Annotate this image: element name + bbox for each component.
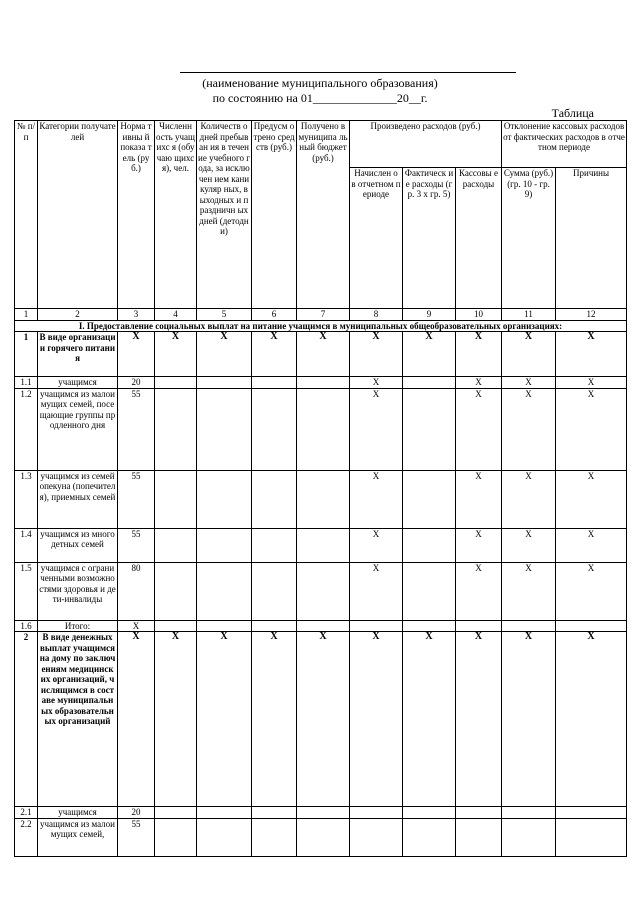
cell-actual[interactable] bbox=[403, 377, 456, 389]
row-label: учащимся из семей опекуна (попечителя), приемных семей bbox=[38, 470, 118, 528]
table-row bbox=[15, 470, 627, 528]
x-mark: X bbox=[456, 562, 502, 620]
cell-accrued[interactable] bbox=[350, 818, 403, 856]
x-mark: X bbox=[403, 332, 456, 377]
cell-received[interactable] bbox=[297, 620, 350, 632]
x-mark: X bbox=[350, 470, 403, 528]
cell-count[interactable] bbox=[155, 562, 197, 620]
col-header-actual: Фактическ ие расходы (гр. 3 х гр. 5) bbox=[403, 168, 456, 309]
cell-actual[interactable] bbox=[403, 562, 456, 620]
cell-sum[interactable] bbox=[502, 620, 556, 632]
row-label: учащимся из малоимущих семей, bbox=[38, 818, 118, 856]
col-number-row bbox=[15, 309, 627, 321]
mo-name-underline bbox=[180, 72, 516, 73]
x-mark: X bbox=[155, 332, 197, 377]
norm-value: 20 bbox=[118, 377, 155, 389]
x-mark: X bbox=[456, 388, 502, 470]
x-mark: X bbox=[456, 470, 502, 528]
x-mark: X bbox=[556, 377, 627, 389]
col-header-count: Численн ость учащихс я (обучаю щихся), чел. bbox=[155, 121, 197, 309]
cell-days[interactable] bbox=[197, 818, 252, 856]
norm-value: 80 bbox=[118, 562, 155, 620]
cell-accrued[interactable] bbox=[350, 620, 403, 632]
col-number: 3 bbox=[118, 309, 155, 321]
cell-days[interactable] bbox=[197, 562, 252, 620]
cell-reasons[interactable] bbox=[556, 818, 627, 856]
row-label: учащимся с ограниченными возможностями здоровья и дети-инвалиды bbox=[38, 562, 118, 620]
table-row bbox=[15, 620, 627, 632]
cell-count[interactable] bbox=[155, 807, 197, 819]
x-mark: X bbox=[502, 332, 556, 377]
cell-planned[interactable] bbox=[252, 388, 297, 470]
row-number: 1 bbox=[15, 332, 38, 377]
x-mark: X bbox=[350, 377, 403, 389]
col-number: 10 bbox=[456, 309, 502, 321]
row-number: 1.5 bbox=[15, 562, 38, 620]
x-mark: X bbox=[456, 528, 502, 562]
col-header-planned: Предусм отрено средств (руб.) bbox=[252, 121, 297, 309]
row-label: учащимся из многодетных семей bbox=[38, 528, 118, 562]
cell-reasons[interactable] bbox=[556, 807, 627, 819]
col-header-num: № п/п bbox=[15, 121, 38, 309]
x-mark: X bbox=[297, 632, 350, 807]
norm-value: 55 bbox=[118, 388, 155, 470]
x-mark: X bbox=[118, 632, 155, 807]
cell-cash[interactable] bbox=[456, 807, 502, 819]
row-number: 2 bbox=[15, 632, 38, 807]
col-number: 6 bbox=[252, 309, 297, 321]
norm-value: 20 bbox=[118, 807, 155, 819]
row-label: Итого: bbox=[38, 620, 118, 632]
x-mark: X bbox=[252, 332, 297, 377]
x-mark: X bbox=[350, 632, 403, 807]
cell-received[interactable] bbox=[297, 562, 350, 620]
cell-received[interactable] bbox=[297, 377, 350, 389]
mo-name-caption: (наименование муниципального образования) bbox=[202, 76, 438, 90]
row-label: В виде организации горячего питания bbox=[38, 332, 118, 377]
cell-planned[interactable] bbox=[252, 562, 297, 620]
x-mark: X bbox=[155, 632, 197, 807]
x-mark: X bbox=[118, 332, 155, 377]
cell-planned[interactable] bbox=[252, 528, 297, 562]
report-date-line: по состоянию на 01______________20__г. bbox=[212, 91, 428, 105]
row-number: 2.1 bbox=[15, 807, 38, 819]
table-row bbox=[15, 377, 627, 389]
col-number: 7 bbox=[297, 309, 350, 321]
col-number: 5 bbox=[197, 309, 252, 321]
table-label: Таблица bbox=[551, 106, 594, 120]
cell-days[interactable] bbox=[197, 620, 252, 632]
col-group-expenses: Произведено расходов (руб.) bbox=[350, 121, 502, 168]
cell-days[interactable] bbox=[197, 470, 252, 528]
x-mark: X bbox=[502, 377, 556, 389]
cell-count[interactable] bbox=[155, 470, 197, 528]
x-mark: X bbox=[502, 388, 556, 470]
x-mark: X bbox=[556, 632, 627, 807]
x-mark: X bbox=[350, 562, 403, 620]
col-number: 12 bbox=[556, 309, 627, 321]
row-label: учащимся bbox=[38, 807, 118, 819]
table-row bbox=[15, 818, 627, 856]
cell-actual[interactable] bbox=[403, 620, 456, 632]
row-number: 1.6 bbox=[15, 620, 38, 632]
x-mark: X bbox=[197, 332, 252, 377]
row-number: 1.3 bbox=[15, 470, 38, 528]
col-header-accrued: Начислен о в отчетном периоде bbox=[350, 168, 403, 309]
cell-days[interactable] bbox=[197, 377, 252, 389]
col-header-reasons: Причины bbox=[556, 168, 627, 309]
cell-planned[interactable] bbox=[252, 470, 297, 528]
cell-sum[interactable] bbox=[502, 807, 556, 819]
table-row bbox=[15, 528, 627, 562]
cell-days[interactable] bbox=[197, 528, 252, 562]
x-mark: X bbox=[502, 470, 556, 528]
cell-days[interactable] bbox=[197, 807, 252, 819]
cell-count[interactable] bbox=[155, 377, 197, 389]
col-group-deviation: Отклонение кассовых расходов от фактических расходов в отчетном периоде bbox=[502, 121, 627, 168]
x-mark: X bbox=[456, 332, 502, 377]
cell-actual[interactable] bbox=[403, 528, 456, 562]
table-row bbox=[15, 807, 627, 819]
cell-received[interactable] bbox=[297, 388, 350, 470]
x-mark: X bbox=[350, 388, 403, 470]
table-row bbox=[15, 632, 627, 807]
x-mark: X bbox=[456, 632, 502, 807]
cell-count[interactable] bbox=[155, 388, 197, 470]
x-mark: X bbox=[350, 332, 403, 377]
col-header-norm: Норма тивны й показа тель (руб.) bbox=[118, 121, 155, 309]
cell-received[interactable] bbox=[297, 818, 350, 856]
cell-received[interactable] bbox=[297, 470, 350, 528]
col-number: 1 bbox=[15, 309, 38, 321]
cell-planned[interactable] bbox=[252, 818, 297, 856]
col-header-received: Получено в муниципа льный бюджет (руб.) bbox=[297, 121, 350, 309]
x-mark: X bbox=[297, 332, 350, 377]
cell-count[interactable] bbox=[155, 818, 197, 856]
cell-cash[interactable] bbox=[456, 818, 502, 856]
cell-days[interactable] bbox=[197, 388, 252, 470]
cell-cash[interactable] bbox=[456, 620, 502, 632]
col-header-category: Категории получателей bbox=[38, 121, 118, 309]
section-title: I. Предоставление социальных выплат на питание учащимся в муниципальных общеобразовательных организациях: bbox=[15, 320, 627, 332]
norm-value: 55 bbox=[118, 818, 155, 856]
row-label: учащимся bbox=[38, 377, 118, 389]
cell-count[interactable] bbox=[155, 528, 197, 562]
row-label: учащимся из малоимущих семей, посещающие группы продленного дня bbox=[38, 388, 118, 470]
x-mark: X bbox=[118, 620, 155, 632]
cell-received[interactable] bbox=[297, 807, 350, 819]
row-number: 2.2 bbox=[15, 818, 38, 856]
cell-sum[interactable] bbox=[502, 818, 556, 856]
col-header-cash: Кассовы е расходы bbox=[456, 168, 502, 309]
x-mark: X bbox=[350, 528, 403, 562]
x-mark: X bbox=[502, 528, 556, 562]
cell-accrued[interactable] bbox=[350, 807, 403, 819]
cell-planned[interactable] bbox=[252, 377, 297, 389]
row-number: 1.2 bbox=[15, 388, 38, 470]
x-mark: X bbox=[252, 632, 297, 807]
col-number: 4 bbox=[155, 309, 197, 321]
x-mark: X bbox=[456, 377, 502, 389]
table-row bbox=[15, 388, 627, 470]
x-mark: X bbox=[556, 388, 627, 470]
report-table bbox=[14, 120, 627, 857]
cell-planned[interactable] bbox=[252, 807, 297, 819]
x-mark: X bbox=[502, 632, 556, 807]
x-mark: X bbox=[403, 632, 456, 807]
col-header-days: Количеств о дней пребыван ия в течение учебного года, за исключен ием каникуляр ных, выходных и праздничн ых дней (детодни) bbox=[197, 121, 252, 309]
x-mark: X bbox=[556, 332, 627, 377]
cell-reasons[interactable] bbox=[556, 620, 627, 632]
col-number: 11 bbox=[502, 309, 556, 321]
cell-actual[interactable] bbox=[403, 470, 456, 528]
norm-value: 55 bbox=[118, 528, 155, 562]
table-row bbox=[15, 562, 627, 620]
x-mark: X bbox=[556, 528, 627, 562]
cell-planned[interactable] bbox=[252, 620, 297, 632]
col-number: 8 bbox=[350, 309, 403, 321]
cell-actual[interactable] bbox=[403, 818, 456, 856]
norm-value: 55 bbox=[118, 470, 155, 528]
col-number: 9 bbox=[403, 309, 456, 321]
cell-count[interactable] bbox=[155, 620, 197, 632]
row-number: 1.1 bbox=[15, 377, 38, 389]
table-row bbox=[15, 332, 627, 377]
row-number: 1.4 bbox=[15, 528, 38, 562]
cell-actual[interactable] bbox=[403, 388, 456, 470]
x-mark: X bbox=[502, 562, 556, 620]
row-label: В виде денежных выплат учащимся на дому по заключениям медицинских организаций, числящимся в составе муниципальных образовательных организаций bbox=[38, 632, 118, 807]
x-mark: X bbox=[197, 632, 252, 807]
x-mark: X bbox=[556, 470, 627, 528]
cell-actual[interactable] bbox=[403, 807, 456, 819]
col-number: 2 bbox=[38, 309, 118, 321]
x-mark: X bbox=[556, 562, 627, 620]
cell-received[interactable] bbox=[297, 528, 350, 562]
col-header-sum: Сумма (руб.) (гр. 10 - гр. 9) bbox=[502, 168, 556, 309]
